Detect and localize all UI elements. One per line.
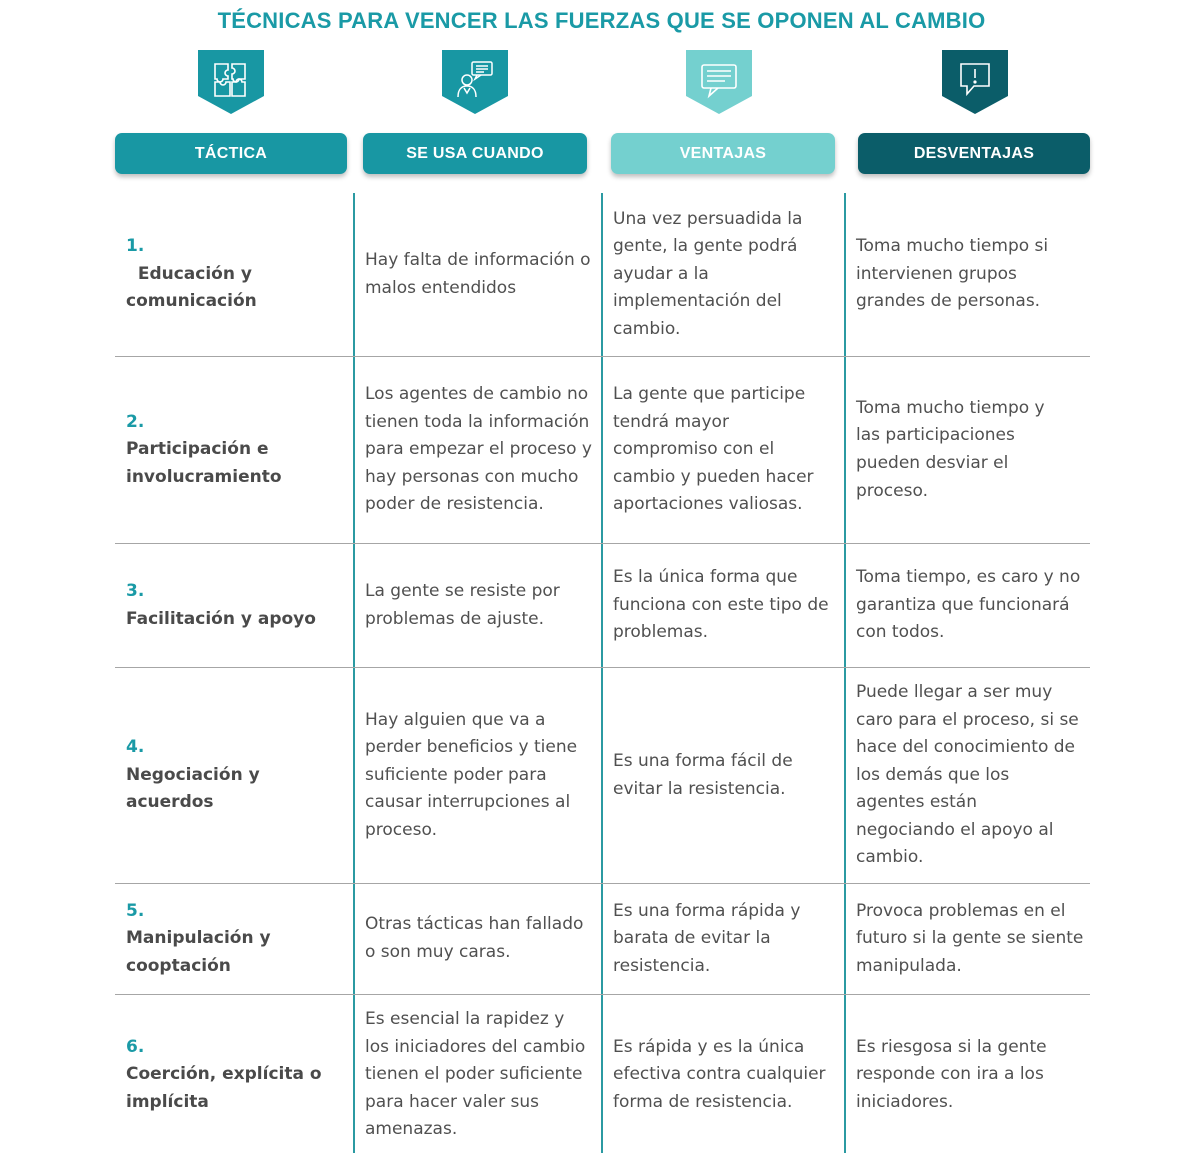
column-divider (601, 193, 603, 1153)
cell-text: Una vez persuadida la gente, la gente podrá ayudar a la implementación del cambio. (613, 208, 803, 339)
column-header-ventajas: VENTAJAS (611, 133, 835, 174)
table-row-5-tactic (126, 884, 348, 994)
table-row-3-advantages (613, 544, 837, 667)
desventajas-header-icon (942, 50, 1008, 114)
row-number: 2. (126, 411, 145, 432)
cell-text: Provoca problemas en el futuro si la gente se siente manipulada. (856, 900, 1084, 976)
table-row-1-advantages (613, 193, 837, 356)
chat-bubble-icon (699, 60, 739, 100)
tactic-name: Coerción, explícita o implícita (126, 1064, 322, 1112)
tactica-header-icon (198, 50, 264, 114)
table-row-3-tactic (126, 544, 348, 667)
row-number: 5. (126, 900, 145, 921)
table-row-5-disadvantages (856, 884, 1084, 994)
tactic-name: Facilitación y apoyo (126, 608, 316, 629)
table-row-6-when (365, 995, 589, 1155)
tactic-name: Participación e involucramiento (126, 439, 282, 487)
puzzle-icon (211, 60, 251, 100)
cell-text: Toma mucho tiempo y las participaciones pueden desviar el proceso. (856, 397, 1045, 501)
cell-text: Hay falta de información o malos entendidos (365, 249, 591, 298)
tactic-name: Manipulación y cooptación (126, 928, 271, 976)
se-usa-cuando-header-icon (442, 50, 508, 114)
page-title: TÉCNICAS PARA VENCER LAS FUERZAS QUE SE OPONEN AL CAMBIO (217, 8, 986, 33)
table-row-5-advantages (613, 884, 837, 994)
column-header-se-usa-cuando: SE USA CUANDO (363, 133, 587, 174)
row-number: 1. (126, 236, 145, 257)
tactic-name: Educación y comunicación (126, 263, 257, 312)
cell-text: La gente que participe tendrá mayor compromiso con el cambio y pueden hacer aportaciones valiosas. (613, 384, 814, 515)
table-row-1-tactic (126, 193, 348, 356)
table-row-2-advantages (613, 357, 837, 543)
cell-text: Otras tácticas han fallado o son muy caras. (365, 914, 584, 962)
ventajas-header-icon (686, 50, 752, 114)
row-number: 6. (126, 1036, 145, 1057)
table-row-4-when (365, 668, 595, 883)
table-row-1-when (365, 193, 593, 356)
cell-text: Toma tiempo, es caro y no garantiza que funcionará con todos. (856, 567, 1081, 643)
table-row-1-disadvantages (856, 193, 1084, 356)
table-row-5-when (365, 884, 589, 994)
column-divider (844, 193, 846, 1153)
cell-text: Es esencial la rapidez y los iniciadores del cambio tienen el poder suficiente para hacer valer sus amenazas. (365, 1009, 586, 1140)
table-row-6-tactic (126, 995, 348, 1155)
cell-text: Es riesgosa si la gente responde con ira a los iniciadores. (856, 1036, 1047, 1112)
alert-bubble-icon (955, 60, 995, 100)
column-header-tactica: TÁCTICA (115, 133, 347, 174)
cell-text: Es una forma rápida y barata de evitar la resistencia. (613, 900, 801, 976)
cell-text: Es la única forma que funciona con este tipo de problemas. (613, 567, 829, 643)
cell-text: Los agentes de cambio no tienen toda la información para empezar el proceso y hay personas con mucho poder de resistencia. (365, 384, 592, 515)
table-row-4-tactic (126, 668, 348, 883)
cell-text: Es rápida y es la única efectiva contra cualquier forma de resistencia. (613, 1036, 826, 1112)
table-row-2-disadvantages (856, 357, 1066, 543)
cell-text: Es una forma fácil de evitar la resistencia. (613, 750, 793, 799)
column-divider (353, 193, 355, 1153)
tactic-name: Negociación y acuerdos (126, 764, 260, 813)
cell-text: La gente se resiste por problemas de ajuste. (365, 580, 560, 629)
table-row-4-disadvantages (856, 668, 1080, 883)
cell-text: Toma mucho tiempo si intervienen grupos grandes de personas. (856, 236, 1049, 312)
cell-text: Hay alguien que va a perder beneficios y tiene suficiente poder para causar interrupciones al proceso. (365, 709, 578, 840)
row-number: 3. (126, 580, 145, 601)
table-row-2-when (365, 357, 595, 543)
table-row-6-advantages (613, 995, 841, 1155)
table-row-3-disadvantages (856, 544, 1084, 667)
table-row-6-disadvantages (856, 995, 1080, 1155)
column-header-desventajas: DESVENTAJAS (858, 133, 1090, 174)
table-row-4-advantages (613, 668, 837, 883)
row-number: 4. (126, 737, 145, 758)
table-row-2-tactic (126, 357, 348, 543)
person-speech-icon (455, 60, 495, 100)
table-row-3-when (365, 544, 589, 667)
cell-text: Puede llegar a ser muy caro para el proceso, si se hace del conocimiento de los demás que los agentes están negociando el apoyo al cambio. (856, 681, 1079, 868)
